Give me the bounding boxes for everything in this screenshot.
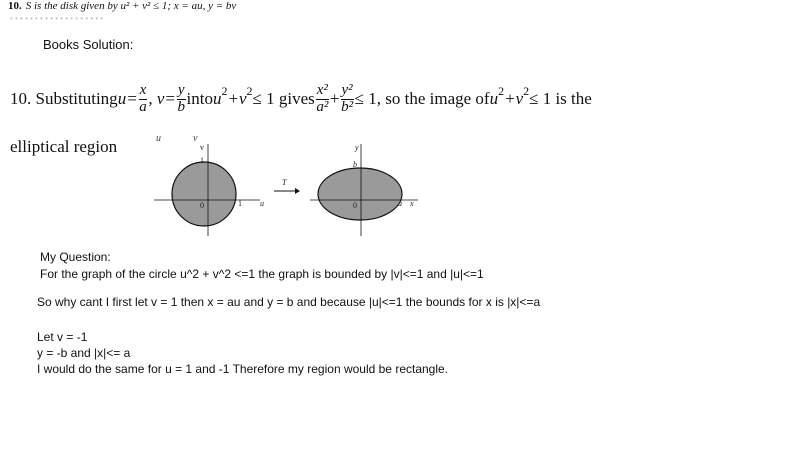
inequality-plus-v: +v: [227, 89, 247, 109]
dotted-rule: • • • • • • • • • • • • • • • • • • •: [10, 14, 104, 23]
right-tick-b: b: [353, 160, 357, 169]
transformation-diagram: [150, 138, 450, 238]
fraction-y2-over-b2: [341, 83, 354, 116]
transform-label: T: [282, 178, 287, 187]
inequality-plus-v: +v: [504, 89, 524, 109]
exponent: 2: [523, 83, 530, 98]
exponent: 2: [246, 83, 253, 98]
stray-v-glyph: v: [193, 133, 198, 144]
unit-disk: [172, 162, 236, 226]
right-tick-a: a: [398, 199, 402, 208]
image-ellipse: [318, 168, 402, 220]
u-equals: u=: [117, 89, 138, 109]
fraction-numerator: x: [139, 82, 147, 98]
left-tick-1-u: 1: [238, 199, 242, 208]
fraction-denominator: b: [177, 98, 185, 115]
into-word: into: [186, 89, 213, 109]
transform-arrowhead: [295, 188, 300, 194]
v-equals: , v=: [148, 89, 176, 109]
question-line-2: So why cant I first let v = 1 then x = au and y = b and because |u|<=1 the bounds for x is |x|<=a: [37, 295, 541, 309]
fraction-denominator: a: [139, 98, 147, 115]
solution-line-1: [10, 83, 592, 116]
question-line-4: y = -b and |x|<= a: [37, 346, 131, 360]
fraction-numerator: x²: [316, 82, 328, 98]
fraction-numerator: y²: [341, 82, 353, 98]
fraction-x2-over-a2: [316, 83, 329, 116]
left-origin-label: 0: [200, 201, 204, 210]
problem-text: S is the disk given by u² + v² ≤ 1; x = au, y = bv: [25, 0, 237, 12]
left-axis-v-label: v: [200, 143, 204, 152]
solution-lead: 10. Substituting: [10, 89, 118, 109]
inequality-rest: ≤ 1 gives: [252, 89, 315, 109]
left-tick-1-v: 1: [200, 156, 204, 165]
question-line-3: Let v = -1: [37, 330, 88, 344]
inequality-rest: ≤ 1 is the: [529, 89, 592, 109]
question-line-5: I would do the same for u = 1 and -1 Therefore my region would be rectangle.: [37, 362, 449, 376]
right-axis-y-label: y: [355, 143, 359, 152]
question-heading: My Question:: [40, 250, 111, 264]
stray-u-glyph: u: [156, 133, 161, 144]
left-axis-u-label: u: [260, 199, 264, 208]
less-equal-one: ≤ 1: [354, 89, 377, 109]
fraction-numerator: y: [177, 82, 185, 98]
inequality-u: u: [489, 89, 499, 109]
image-of-text: , so the image of: [376, 89, 490, 109]
problem-number: 10.: [8, 0, 22, 12]
fraction-y-over-b: [177, 83, 186, 116]
fraction-denominator: b²: [341, 98, 354, 115]
exponent: 2: [221, 83, 228, 98]
question-line-1: For the graph of the circle u^2 + v^2 <=1 the graph is bounded by |v|<=1 and |u|<=1: [40, 267, 484, 281]
books-solution-heading: Books Solution:: [43, 37, 134, 52]
fraction-x-over-a: [139, 83, 148, 116]
right-axis-x-label: x: [410, 199, 414, 208]
right-origin-label: 0: [353, 201, 357, 210]
problem-statement: [8, 0, 236, 12]
exponent: 2: [498, 83, 505, 98]
solution-line-2: elliptical region: [10, 137, 118, 156]
plus-sign: +: [329, 89, 340, 109]
fraction-denominator: a²: [316, 98, 329, 115]
inequality-u: u: [213, 89, 222, 109]
